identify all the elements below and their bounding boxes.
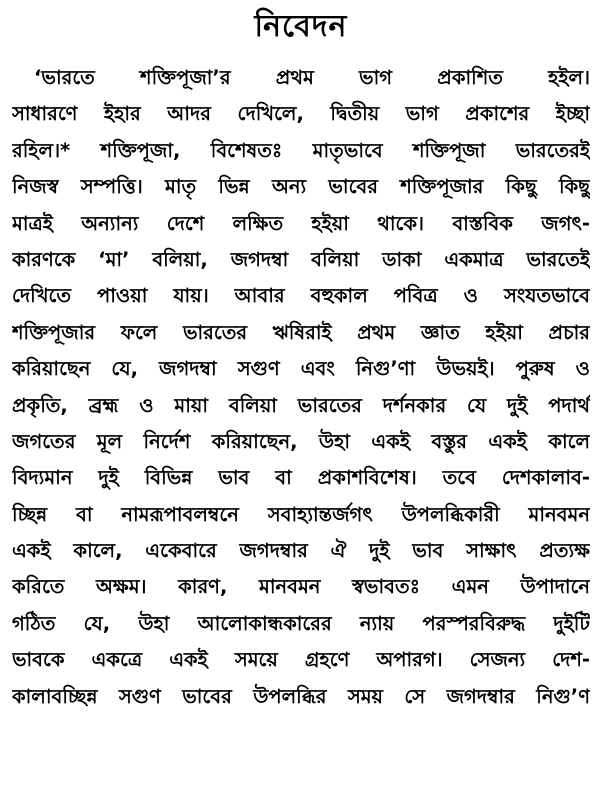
text-line: একই কালে, একেবারে জগদম্বার ঐ দুই ভাব সাক্ষাৎ প্রত্যক্ষ <box>12 539 590 563</box>
text-line: প্রকৃতি, ব্রহ্ম ও মায়া বলিয়া ভারতের দর্শনকার যে দুই পদার্থ <box>12 393 590 417</box>
text-line: ভাবকে একত্রে একই সময়ে গ্রহণে অপারগ। সেজন্য দেশ- <box>12 648 590 672</box>
text-line: চ্ছিন্ন বা নামরূপাবলম্বনে সবাহ্যান্তর্জগৎ উপলব্ধিকারী মানবমন <box>12 502 590 526</box>
text-line: করিতে অক্ষম। কারণ, মানবমন স্বভাবতঃ এমন উপাদানে <box>12 575 590 599</box>
text-line: কালাবচ্ছিন্ন সগুণ ভাবের উপলব্ধির সময় সে জগদম্বার নিগু’ণ <box>12 684 590 708</box>
text-line: বিদ্যমান দুই বিভিন্ন ভাব বা প্রকাশবিশেষ। তবে দেশকালাব- <box>12 466 590 490</box>
text-line: সাধারণে ইহার আদর দেখিলে, দ্বিতীয় ভাগ প্রকাশের ইচ্ছা <box>12 102 590 126</box>
text-line: রহিল।* শক্তিপূজা, বিশেষতঃ মাতৃভাবে শক্তিপূজা ভারতেরই <box>12 138 590 162</box>
text-line: কারণকে ‘মা’ বলিয়া, জগদম্বা বলিয়া ডাকা একমাত্র ভারতেই <box>12 247 590 271</box>
text-line: নিজস্ব সম্পত্তি। মাতৃ ভিন্ন অন্য ভাবের শক্তিপূজার কিছু কিছু <box>12 175 590 199</box>
text-line: শক্তিপূজার ফলে ভারতের ঋষিরাই প্রথম জ্ঞাত হইয়া প্রচার <box>12 320 590 344</box>
text-line: করিয়াছেন যে, জগদম্বা সগুণ এবং নিগু’ণা উভয়ই। পুরুষ ও <box>12 357 590 381</box>
text-line: দেখিতে পাওয়া যায়। আবার বহুকাল পবিত্র ও সংযতভাবে <box>12 284 590 308</box>
page-title: নিবেদন <box>254 9 348 44</box>
text-line: গঠিত যে, উহা আলোকান্ধকারের ন্যায় পরস্পরবিরুদ্ধ দুইটি <box>12 611 590 635</box>
body-text <box>12 60 590 715</box>
text-line: মাত্রই অন্যান্য দেশে লক্ষিত হইয়া থাকে। বাস্তবিক জগৎ- <box>12 211 590 235</box>
text-line: ‘ভারতে শক্তিপূজা’র প্রথম ভাগ প্রকাশিত হইল। <box>34 66 590 89</box>
text-line: জগতের মূল নির্দেশ করিয়াছেন, উহা একই বস্তুর একই কালে <box>12 429 590 453</box>
